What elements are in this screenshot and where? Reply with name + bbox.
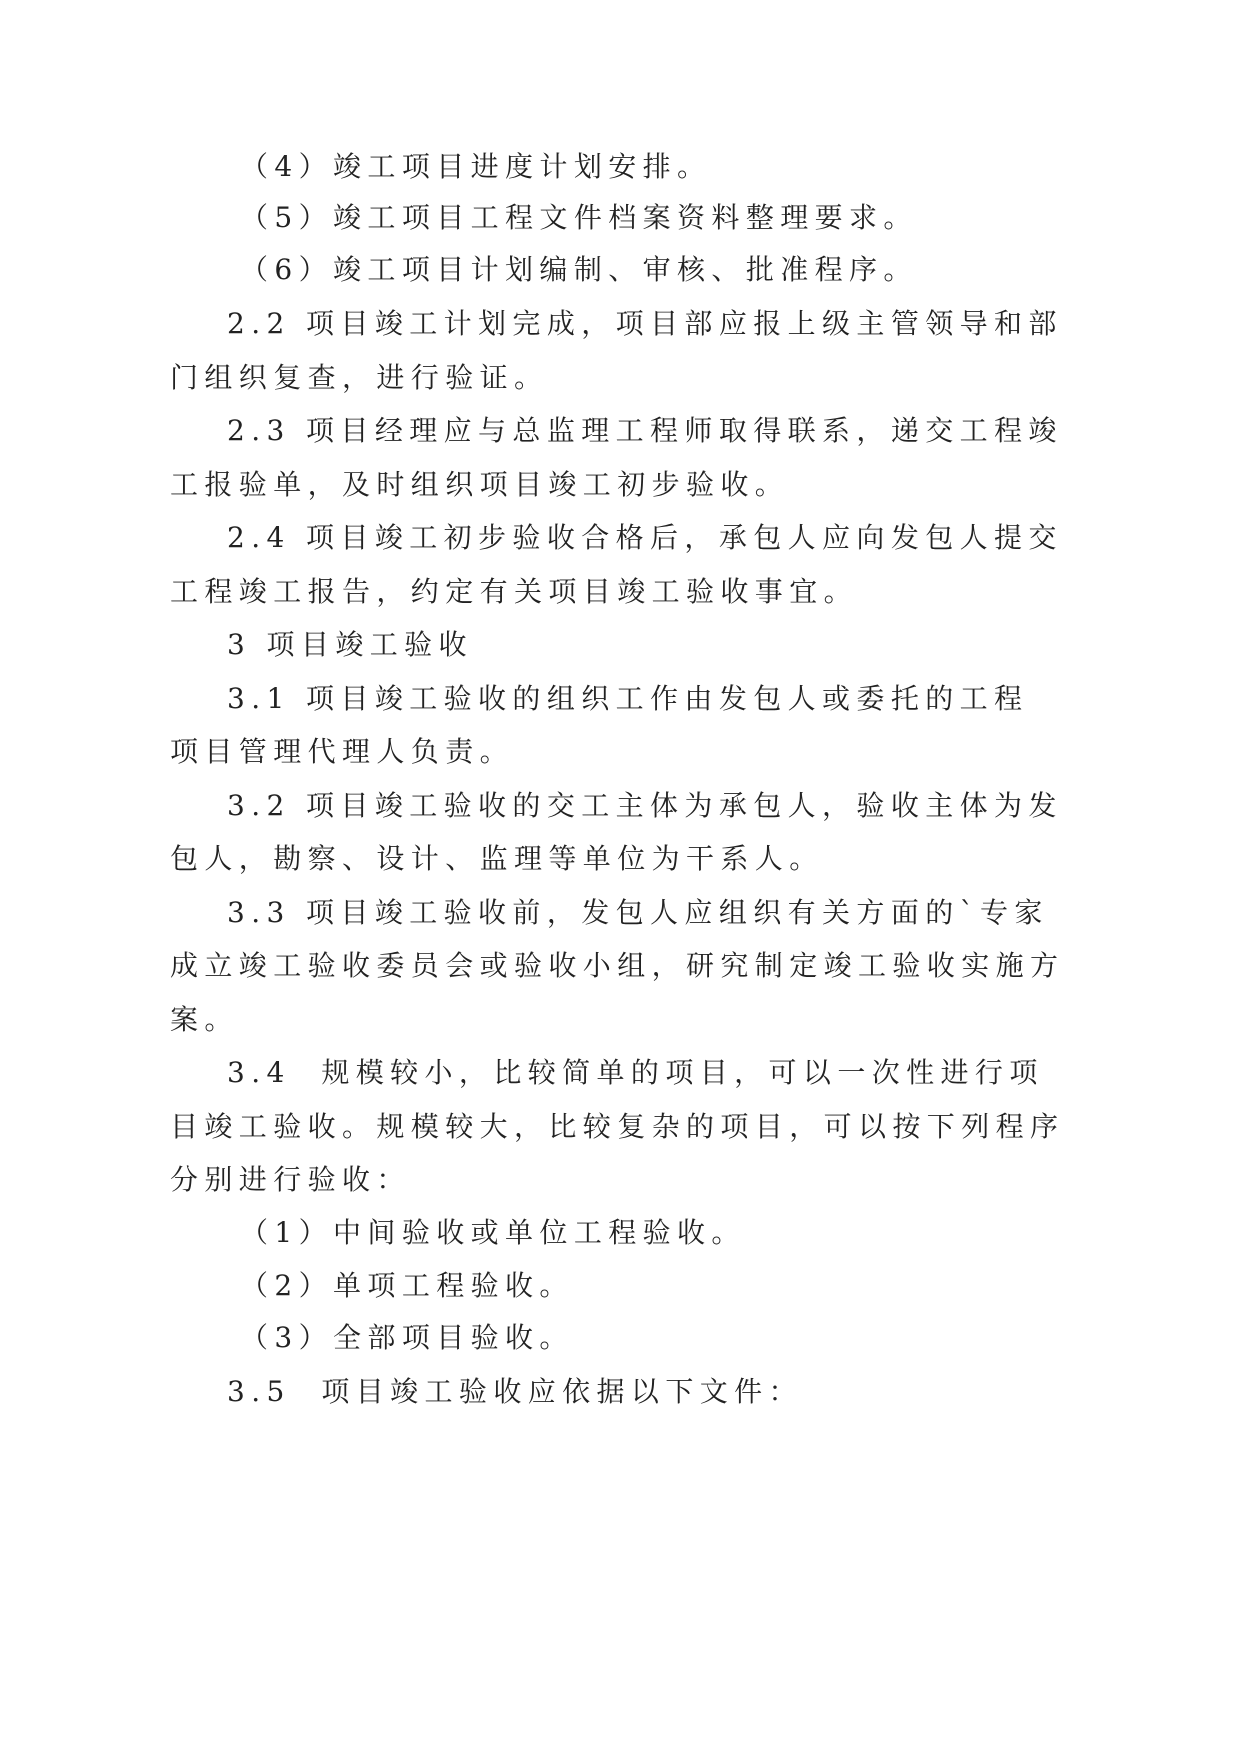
text-line-14: 包人，勘察、设计、监理等单位为干系人。 [170,842,824,875]
text-line-23: （3）全部项目验收。 [240,1321,574,1354]
text-line-13: 3.2 项目竣工验收的交工主体为承包人，验收主体为发 [227,789,1063,822]
text-line-20: 分别进行验收： [170,1163,411,1196]
text-line-9: 工程竣工报告，约定有关项目竣工验收事宜。 [170,575,859,608]
text-line-4: 2.2 项目竣工计划完成，项目部应报上级主管领导和部 [227,307,1063,340]
text-line-5: 门组织复查，进行验证。 [170,361,549,394]
text-line-22: （2）单项工程验收。 [240,1269,574,1302]
text-line-15: 3.3 项目竣工验收前，发包人应组织有关方面的`专家 [227,896,1049,929]
text-line-1: （4）竣工项目进度计划安排。 [240,150,712,183]
text-line-11: 3.1 项目竣工验收的组织工作由发包人或委托的工程 [227,682,1029,715]
text-line-2: （5）竣工项目工程文件档案资料整理要求。 [240,201,918,234]
text-line-21: （1）中间验收或单位工程验收。 [240,1216,746,1249]
text-line-17: 案。 [170,1003,239,1036]
text-line-3: （6）竣工项目计划编制、审核、批准程序。 [240,253,918,286]
text-line-6: 2.3 项目经理应与总监理工程师取得联系，递交工程竣 [227,414,1063,447]
text-line-12: 项目管理代理人负责。 [170,735,515,768]
section-heading: 3 项目竣工验收 [227,628,473,661]
text-line-8: 2.4 项目竣工初步验收合格后，承包人应向发包人提交 [227,521,1063,554]
text-line-18: 3.4 规模较小，比较简单的项目，可以一次性进行项 [227,1056,1044,1089]
text-line-16: 成立竣工验收委员会或验收小组，研究制定竣工验收实施方 [170,949,1065,982]
text-line-7: 工报验单，及时组织项目竣工初步验收。 [170,468,790,501]
text-line-24: 3.5 项目竣工验收应依据以下文件： [227,1375,803,1408]
text-line-19: 目竣工验收。规模较大，比较复杂的项目，可以按下列程序 [170,1110,1065,1143]
